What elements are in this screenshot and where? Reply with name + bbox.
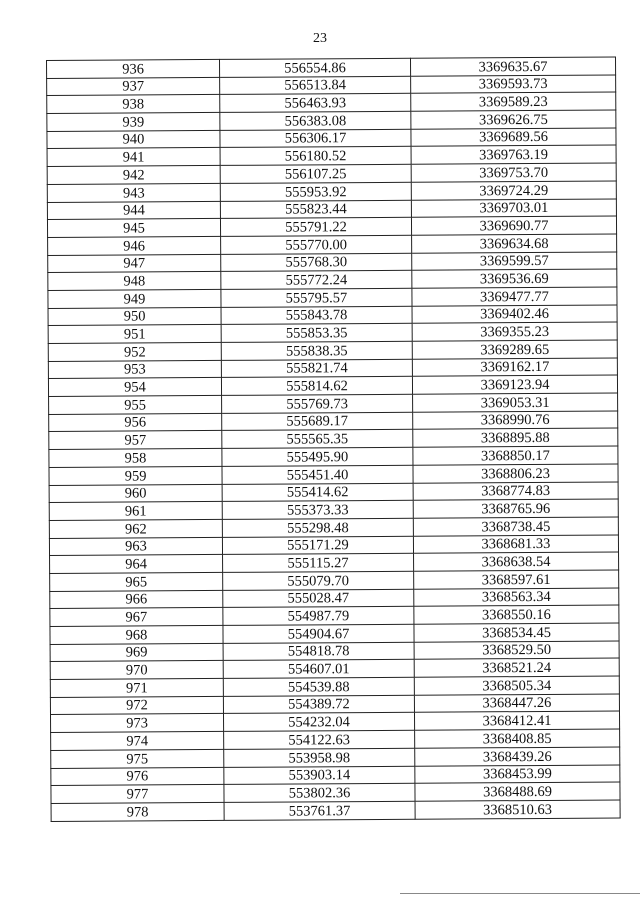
point-number-cell: 969 <box>50 643 223 662</box>
point-number-cell: 967 <box>50 608 223 627</box>
point-number-cell: 954 <box>48 378 221 397</box>
y-coordinate-cell: 3369593.73 <box>411 75 616 94</box>
y-coordinate-cell: 3368774.83 <box>413 482 618 501</box>
x-coordinate-cell: 555953.92 <box>220 182 411 201</box>
point-number-cell: 951 <box>48 325 221 344</box>
y-coordinate-cell: 3368895.88 <box>413 428 618 447</box>
point-number-cell: 978 <box>51 802 224 821</box>
y-coordinate-cell: 3368765.96 <box>413 499 618 518</box>
point-number-cell: 937 <box>47 77 220 96</box>
y-coordinate-cell: 3369123.94 <box>412 375 617 394</box>
y-coordinate-cell: 3369634.68 <box>412 234 617 253</box>
y-coordinate-cell: 3369703.01 <box>411 199 616 218</box>
coordinate-table <box>46 57 621 822</box>
y-coordinate-cell: 3369599.57 <box>412 252 617 271</box>
point-number-cell: 957 <box>49 431 222 450</box>
x-coordinate-cell: 555565.35 <box>222 430 413 449</box>
point-number-cell: 965 <box>50 572 223 591</box>
x-coordinate-cell: 555821.74 <box>221 359 412 378</box>
x-coordinate-cell: 556107.25 <box>220 164 411 183</box>
point-number-cell: 944 <box>47 201 220 220</box>
x-coordinate-cell: 555689.17 <box>222 412 413 431</box>
table-row <box>51 800 620 821</box>
x-coordinate-cell: 553958.98 <box>224 748 415 767</box>
x-coordinate-cell: 555171.29 <box>222 536 413 555</box>
point-number-cell: 962 <box>49 519 222 538</box>
x-coordinate-cell: 555079.70 <box>223 571 414 590</box>
x-coordinate-cell: 553903.14 <box>224 766 415 785</box>
point-number-cell: 942 <box>47 166 220 185</box>
page-number: 23 <box>313 31 327 46</box>
point-number-cell: 941 <box>47 148 220 167</box>
x-coordinate-cell: 555495.90 <box>222 447 413 466</box>
y-coordinate-cell: 3368597.61 <box>414 570 619 589</box>
x-coordinate-cell: 555838.35 <box>221 341 412 360</box>
x-coordinate-cell: 555298.48 <box>222 518 413 537</box>
x-coordinate-cell: 553802.36 <box>224 783 415 802</box>
x-coordinate-cell: 556383.08 <box>220 111 411 130</box>
y-coordinate-cell: 3368550.16 <box>414 605 619 624</box>
x-coordinate-cell: 555768.30 <box>221 253 412 272</box>
y-coordinate-cell: 3369355.23 <box>412 322 617 341</box>
point-number-cell: 971 <box>50 678 223 697</box>
x-coordinate-cell: 555028.47 <box>223 589 414 608</box>
point-number-cell: 961 <box>49 502 222 521</box>
y-coordinate-cell: 3368638.54 <box>414 552 619 571</box>
point-number-cell: 970 <box>50 661 223 680</box>
y-coordinate-cell: 3368408.85 <box>415 729 620 748</box>
x-coordinate-cell: 555451.40 <box>222 465 413 484</box>
x-coordinate-cell: 555373.33 <box>222 500 413 519</box>
y-coordinate-cell: 3369477.77 <box>412 287 617 306</box>
y-coordinate-cell: 3369753.70 <box>411 163 616 182</box>
point-number-cell: 968 <box>50 625 223 644</box>
point-number-cell: 975 <box>51 749 224 768</box>
y-coordinate-cell: 3369635.67 <box>410 57 615 76</box>
y-coordinate-cell: 3369724.29 <box>411 181 616 200</box>
x-coordinate-cell: 555769.73 <box>222 394 413 413</box>
y-coordinate-cell: 3368738.45 <box>413 517 618 536</box>
point-number-cell: 953 <box>48 360 221 379</box>
point-number-cell: 960 <box>49 484 222 503</box>
x-coordinate-cell: 555814.62 <box>221 377 412 396</box>
y-coordinate-cell: 3369536.69 <box>412 269 617 288</box>
x-coordinate-cell: 556554.86 <box>219 58 410 77</box>
x-coordinate-cell: 555772.24 <box>221 271 412 290</box>
x-coordinate-cell: 556513.84 <box>220 76 411 95</box>
x-coordinate-cell: 554539.88 <box>223 677 414 696</box>
point-number-cell: 945 <box>47 219 220 238</box>
x-coordinate-cell: 554818.78 <box>223 642 414 661</box>
y-coordinate-cell: 3368447.26 <box>414 694 619 713</box>
point-number-cell: 938 <box>47 95 220 114</box>
x-coordinate-cell: 555115.27 <box>223 554 414 573</box>
y-coordinate-cell: 3369053.31 <box>413 393 618 412</box>
x-coordinate-cell: 554389.72 <box>223 695 414 714</box>
y-coordinate-cell: 3369162.17 <box>412 358 617 377</box>
point-number-cell: 963 <box>49 537 222 556</box>
x-coordinate-cell: 556463.93 <box>220 94 411 113</box>
y-coordinate-cell: 3368534.45 <box>414 623 619 642</box>
x-coordinate-cell: 556180.52 <box>220 147 411 166</box>
x-coordinate-cell: 555770.00 <box>221 235 412 254</box>
point-number-cell: 947 <box>48 254 221 273</box>
y-coordinate-cell: 3369626.75 <box>411 110 616 129</box>
point-number-cell: 964 <box>50 555 223 574</box>
y-coordinate-cell: 3368505.34 <box>414 676 619 695</box>
point-number-cell: 966 <box>50 590 223 609</box>
y-coordinate-cell: 3368990.76 <box>413 411 618 430</box>
point-number-cell: 973 <box>51 714 224 733</box>
y-coordinate-cell: 3368453.99 <box>415 765 620 784</box>
coordinate-table-body <box>47 57 621 821</box>
point-number-cell: 943 <box>47 183 220 202</box>
point-number-cell: 955 <box>49 395 222 414</box>
y-coordinate-cell: 3369690.77 <box>411 216 616 235</box>
y-coordinate-cell: 3368806.23 <box>413 464 618 483</box>
x-coordinate-cell: 555823.44 <box>220 200 411 219</box>
bottom-divider <box>400 893 640 894</box>
x-coordinate-cell: 554904.67 <box>223 624 414 643</box>
point-number-cell: 939 <box>47 113 220 132</box>
y-coordinate-cell: 3368563.34 <box>414 588 619 607</box>
y-coordinate-cell: 3369689.56 <box>411 128 616 147</box>
point-number-cell: 958 <box>49 449 222 468</box>
point-number-cell: 940 <box>47 130 220 149</box>
y-coordinate-cell: 3368681.33 <box>413 535 618 554</box>
point-number-cell: 974 <box>51 732 224 751</box>
point-number-cell: 952 <box>48 342 221 361</box>
point-number-cell: 976 <box>51 767 224 786</box>
point-number-cell: 946 <box>48 236 221 255</box>
y-coordinate-cell: 3368439.26 <box>415 747 620 766</box>
y-coordinate-cell: 3368529.50 <box>414 641 619 660</box>
point-number-cell: 972 <box>50 696 223 715</box>
y-coordinate-cell: 3368488.69 <box>415 782 620 801</box>
y-coordinate-cell: 3368510.63 <box>415 800 620 819</box>
point-number-cell: 949 <box>48 289 221 308</box>
y-coordinate-cell: 3368850.17 <box>413 446 618 465</box>
x-coordinate-cell: 555791.22 <box>220 217 411 236</box>
x-coordinate-cell: 554607.01 <box>223 660 414 679</box>
y-coordinate-cell: 3369402.46 <box>412 305 617 324</box>
point-number-cell: 950 <box>48 307 221 326</box>
y-coordinate-cell: 3368521.24 <box>414 658 619 677</box>
x-coordinate-cell: 553761.37 <box>224 801 415 820</box>
x-coordinate-cell: 554987.79 <box>223 607 414 626</box>
x-coordinate-cell: 554232.04 <box>223 713 414 732</box>
point-number-cell: 948 <box>48 272 221 291</box>
x-coordinate-cell: 555795.57 <box>221 288 412 307</box>
point-number-cell: 977 <box>51 785 224 804</box>
y-coordinate-cell: 3369289.65 <box>412 340 617 359</box>
point-number-cell: 956 <box>49 413 222 432</box>
y-coordinate-cell: 3369589.23 <box>411 92 616 111</box>
point-number-cell: 959 <box>49 466 222 485</box>
x-coordinate-cell: 554122.63 <box>224 730 415 749</box>
x-coordinate-cell: 556306.17 <box>220 129 411 148</box>
x-coordinate-cell: 555843.78 <box>221 306 412 325</box>
y-coordinate-cell: 3368412.41 <box>414 711 619 730</box>
x-coordinate-cell: 555414.62 <box>222 483 413 502</box>
x-coordinate-cell: 555853.35 <box>221 324 412 343</box>
y-coordinate-cell: 3369763.19 <box>411 145 616 164</box>
point-number-cell: 936 <box>47 59 220 78</box>
